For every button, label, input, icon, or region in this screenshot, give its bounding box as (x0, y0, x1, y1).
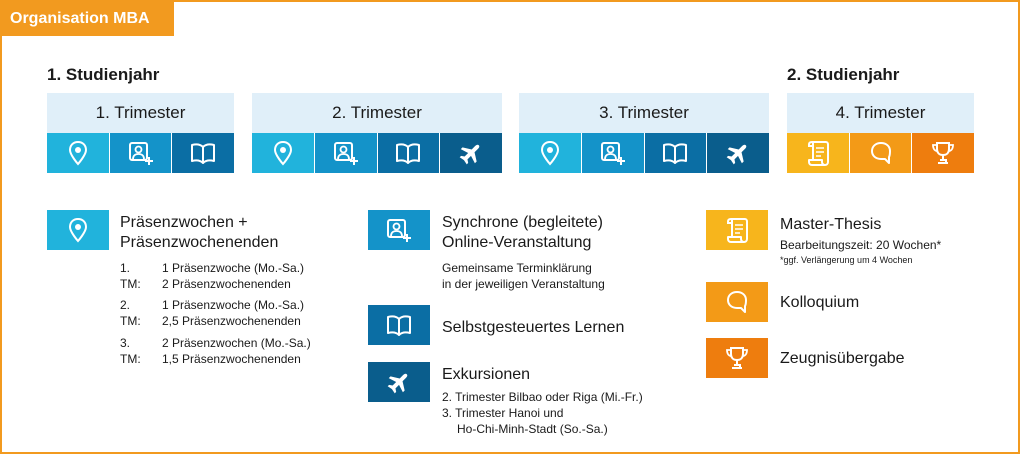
open-book-icon (378, 133, 441, 173)
legend-kolloquium-title: Kolloquium (780, 294, 860, 311)
legend-exkursion-swatch (368, 362, 430, 402)
trimester-4 (787, 93, 974, 173)
location-pin-icon (67, 217, 89, 243)
trimester-2 (252, 93, 502, 173)
trimester-1-cells (47, 133, 234, 173)
trimester-1 (47, 93, 234, 173)
online-person-icon (385, 217, 413, 243)
trimester-1-label: 1. Trimester (47, 93, 234, 133)
airplane-icon (707, 133, 769, 173)
legend-selbst-title: Selbstgesteuertes Lernen (442, 319, 625, 336)
trimester-4-cells (787, 133, 974, 173)
page-title: Organisation MBA (2, 2, 174, 36)
row-value-2: 2,5 Präsenzwochenenden (162, 314, 301, 328)
trimester-2-label: 2. Trimester (252, 93, 502, 133)
legend-thesis-sub: Bearbeitungszeit: 20 Wochen* (780, 238, 942, 252)
open-book-icon (645, 133, 708, 173)
legend-exkursion-line-1: 2. Trimester Bilbao oder Riga (Mi.-Fr.) (442, 390, 643, 404)
legend-zeugnis-swatch (706, 338, 768, 378)
legend-praesenz-title-2: Präsenzwochenenden (120, 234, 279, 251)
trophy-icon (912, 133, 974, 173)
legend-thesis-title: Master-Thesis (780, 216, 882, 233)
legend-zeugnis-title: Zeugnisübergabe (780, 350, 905, 367)
location-pin-icon (252, 133, 315, 173)
online-person-icon (315, 133, 378, 173)
trimester-3-label: 3. Trimester (519, 93, 769, 133)
legend-thesis-swatch (706, 210, 768, 250)
airplane-icon (440, 133, 502, 173)
legend-synchron-sub-1: Gemeinsame Terminklärung (442, 261, 592, 275)
legend-synchron-title-1: Synchrone (begleitete) (442, 214, 603, 231)
row-value-2: 1,5 Präsenzwochenenden (162, 352, 301, 366)
trimester-3-cells (519, 133, 769, 173)
online-person-icon (582, 133, 645, 173)
speech-bubble-icon (724, 289, 750, 315)
legend-exkursion-line-2: 3. Trimester Hanoi und (442, 406, 564, 420)
legend-praesenz-swatch (47, 210, 109, 250)
open-book-icon (385, 313, 413, 337)
row-value-1: 1 Präsenzwoche (Mo.-Sa.) (162, 298, 305, 312)
trimester-3 (519, 93, 769, 173)
row-tm-label: 3. TM: (120, 336, 141, 366)
trimester-2-cells (252, 133, 502, 173)
legend-synchron-swatch (368, 210, 430, 250)
row-tm-label: 1. TM: (120, 261, 141, 291)
legend-exkursion-title: Exkursionen (442, 366, 531, 383)
year-label-1: 1. Studienjahr (47, 65, 160, 84)
scroll-icon (787, 133, 850, 173)
year-label-2: 2. Studienjahr (787, 65, 900, 84)
legend-thesis-note: *ggf. Verlängerung um 4 Wochen (780, 255, 913, 265)
legend-praesenz-title-1: Präsenzwochen + (120, 214, 248, 231)
location-pin-icon (47, 133, 110, 173)
row-value-1: 2 Präsenzwochen (Mo.-Sa.) (162, 336, 311, 350)
airplane-icon (386, 369, 412, 395)
row-tm-label: 2. TM: (120, 298, 141, 328)
location-pin-icon (519, 133, 582, 173)
trophy-icon (724, 345, 750, 371)
scroll-icon (724, 216, 750, 244)
legend-exkursion-line-3: Ho-Chi-Minh-Stadt (So.-Sa.) (457, 422, 608, 436)
online-person-icon (110, 133, 173, 173)
speech-bubble-icon (850, 133, 913, 173)
legend-synchron-sub-2: in der jeweiligen Veranstaltung (442, 277, 605, 291)
row-value-1: 1 Präsenzwoche (Mo.-Sa.) (162, 261, 305, 275)
trimester-4-label: 4. Trimester (787, 93, 974, 133)
row-value-2: 2 Präsenzwochenenden (162, 277, 291, 291)
legend-synchron-title-2: Online-Veranstaltung (442, 234, 592, 251)
open-book-icon (172, 133, 234, 173)
legend-kolloquium-swatch (706, 282, 768, 322)
legend-selbst-swatch (368, 305, 430, 345)
